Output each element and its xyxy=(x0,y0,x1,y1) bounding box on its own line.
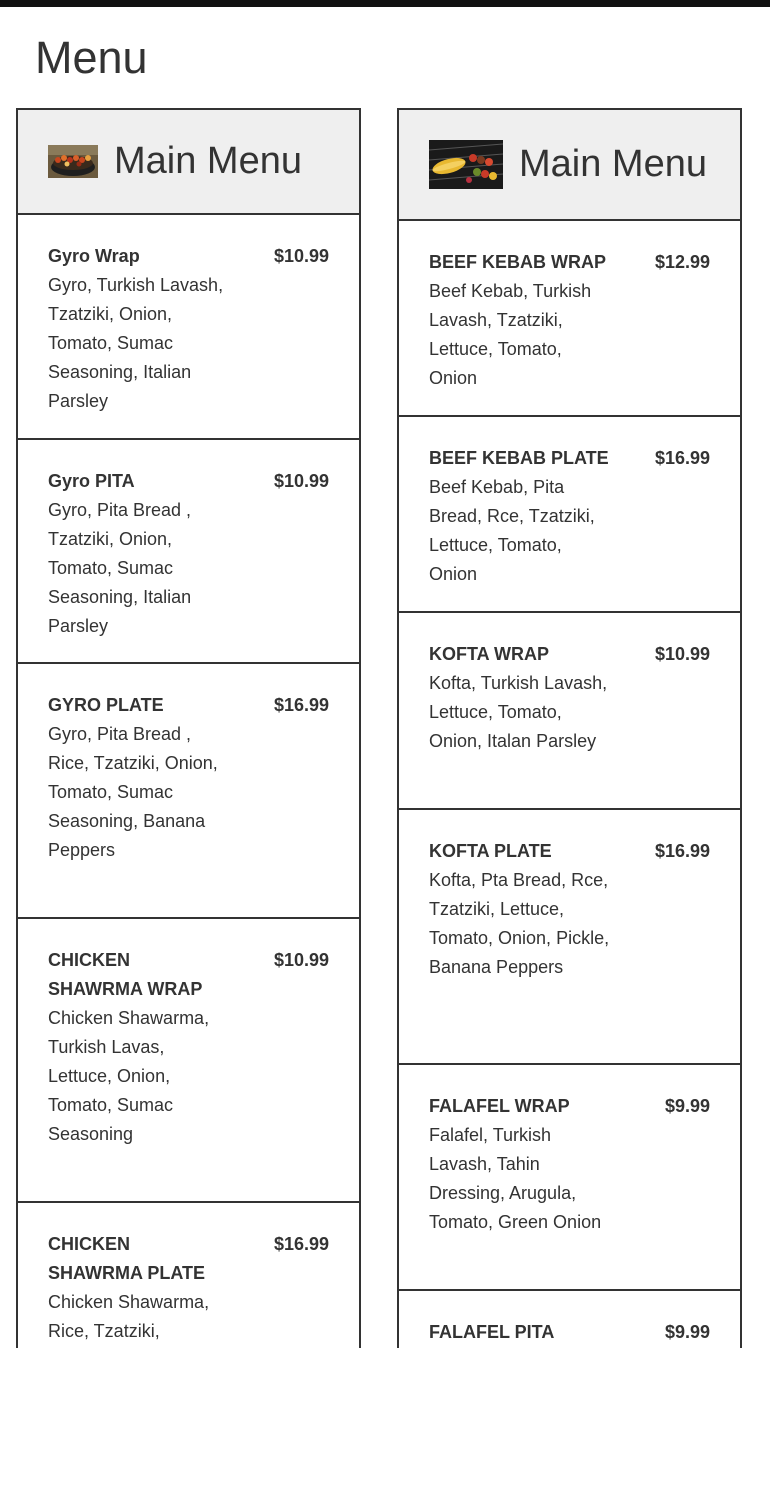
menu-item-description: Gyro, Pita Bread , Rice, Tzatziki, Onion, Tomato, Sumac Seasoning, Banana Peppers xyxy=(48,724,218,860)
menu-column-left xyxy=(16,108,361,1348)
menu-item-description: Beef Kebab, Turkish Lavash, Tzatziki, Lettuce, Tomato, Onion xyxy=(429,281,592,388)
corn-and-skewers-grill-photo xyxy=(429,140,503,189)
menu-item-name: BEEF KEBAB PLATE xyxy=(429,448,609,468)
menu-item-description: Falafel, Turkish Lavash, Tahin Dressing, Arugula, Tomato, Green Onion xyxy=(429,1125,602,1232)
menu-item-price: $10.99 xyxy=(273,950,329,970)
menu-item-description: Beef Kebab, Pita Bread, Rce, Tzatziki, Lettuce, Tomato, Onion xyxy=(429,477,595,584)
page-title: Menu xyxy=(35,32,148,83)
menu-item[interactable] xyxy=(399,611,740,808)
top-bar xyxy=(0,0,770,7)
menu-item-price: $16.99 xyxy=(654,448,710,468)
menu-item[interactable] xyxy=(399,415,740,611)
menu-item-price: $10.99 xyxy=(273,246,329,266)
menu-item[interactable] xyxy=(18,438,359,662)
menu-item-description: Chicken Shawarma, Rice, Tzatziki, xyxy=(48,1292,210,1341)
kebab-grill-photo xyxy=(48,145,98,178)
menu-item[interactable] xyxy=(18,662,359,917)
menu-item-price: $9.99 xyxy=(664,1322,710,1342)
menu-item-name: CHICKEN SHAWRMA PLATE xyxy=(48,1234,205,1283)
menu-column-title: Main Menu xyxy=(114,140,302,182)
menu-item-description: Gyro, Pita Bread , Tzatziki, Onion, Tomato, Sumac Seasoning, Italian Parsley xyxy=(48,500,192,636)
menu-item-price: $12.99 xyxy=(654,252,710,272)
menu-item-name: BEEF KEBAB WRAP xyxy=(429,252,607,272)
menu-item-price: $9.99 xyxy=(664,1096,710,1116)
menu-item-price: $16.99 xyxy=(273,1234,329,1254)
menu-item-name: KOFTA PLATE xyxy=(429,841,552,861)
menu-item[interactable] xyxy=(399,808,740,1063)
menu-item-name: Gyro Wrap xyxy=(48,246,140,266)
menu-column-title: Main Menu xyxy=(519,143,707,185)
menu-item-description: Kofta, Pta Bread, Rce, Tzatziki, Lettuce, Tomato, Onion, Pickle, Banana Peppers xyxy=(429,870,610,977)
menu-item[interactable] xyxy=(18,213,359,438)
menu-item-name: Gyro PITA xyxy=(48,471,135,491)
menu-item-name: KOFTA WRAP xyxy=(429,644,549,664)
menu-item[interactable] xyxy=(18,917,359,1201)
menu-item[interactable] xyxy=(399,1289,740,1489)
menu-item-name: FALAFEL WRAP xyxy=(429,1096,570,1116)
menu-item-name: FALAFEL PITA xyxy=(429,1322,555,1342)
menu-item[interactable] xyxy=(399,219,740,415)
menu-item-description: Gyro, Turkish Lavash, Tzatziki, Onion, Tomato, Sumac Seasoning, Italian Parsley xyxy=(48,275,224,411)
menu-column-right xyxy=(397,108,742,1348)
menu-item-price: $16.99 xyxy=(273,695,329,715)
menu-item-description: Chicken Shawarma, Turkish Lavas, Lettuce, Onion, Tomato, Sumac Seasoning xyxy=(48,1008,210,1144)
menu-item-price: $16.99 xyxy=(654,841,710,861)
menu-item-name: GYRO PLATE xyxy=(48,695,164,715)
menu-item-description: Kofta, Turkish Lavash, Lettuce, Tomato, Onion, Italan Parsley xyxy=(429,673,608,751)
menu-item[interactable] xyxy=(18,1201,359,1401)
menu-item-name: CHICKEN SHAWRMA WRAP xyxy=(48,950,203,999)
menu-column-header xyxy=(18,110,359,213)
menu-item-price: $10.99 xyxy=(273,471,329,491)
menu-item[interactable] xyxy=(399,1063,740,1289)
menu-column-header xyxy=(399,110,740,219)
menu-item-price: $10.99 xyxy=(654,644,710,664)
